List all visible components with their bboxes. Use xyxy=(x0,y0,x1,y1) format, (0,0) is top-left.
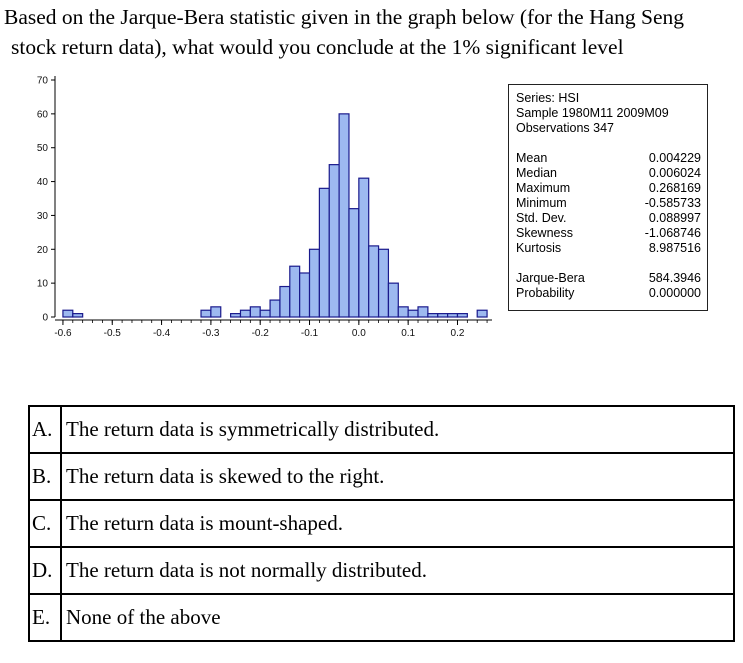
option-text: None of the above xyxy=(61,594,734,641)
y-tick-label: 0 xyxy=(42,312,48,324)
stat-label: Kurtosis xyxy=(516,241,562,255)
stat-value: 0.004229 xyxy=(648,151,701,165)
stat-value: 8.987516 xyxy=(648,241,701,255)
histogram-bar xyxy=(428,314,438,317)
observations-label: Observations 347 xyxy=(516,121,614,135)
histogram-bar xyxy=(448,314,458,317)
option-c[interactable] xyxy=(29,500,734,547)
stat-label: Std. Dev. xyxy=(516,211,567,225)
stat-label: Mean xyxy=(516,151,548,165)
x-tick-label: -0.2 xyxy=(251,328,269,339)
histogram-bar xyxy=(329,165,339,317)
histogram-bar xyxy=(339,114,349,317)
x-tick-label: 0.2 xyxy=(450,328,465,339)
stat-row-std-dev xyxy=(516,211,701,226)
option-key: C. xyxy=(29,500,61,547)
option-text: The return data is symmetrically distributed. xyxy=(61,406,734,453)
normality-test-stats xyxy=(516,271,701,301)
statistics-box xyxy=(508,84,708,311)
stat-value: 0.268169 xyxy=(648,181,701,195)
histogram-bar xyxy=(319,188,329,317)
histogram-bar xyxy=(310,249,320,317)
question-line-2: stock return data), what would you conclude at the 1% significant level xyxy=(11,35,624,59)
stat-label: Jarque-Bera xyxy=(516,271,585,285)
stat-label: Median xyxy=(516,166,557,180)
histogram-bar xyxy=(457,314,467,317)
stat-label: Skewness xyxy=(516,226,573,240)
histogram-bar xyxy=(300,273,310,317)
histogram-bar xyxy=(388,283,398,317)
histogram-bar xyxy=(408,310,418,317)
option-b[interactable] xyxy=(29,453,734,500)
option-key: B. xyxy=(29,453,61,500)
stat-row-probability xyxy=(516,286,701,301)
histogram-bar xyxy=(211,307,221,317)
answer-options-table xyxy=(28,405,735,642)
x-tick-label: -0.6 xyxy=(54,328,72,339)
y-tick-label: 50 xyxy=(36,143,48,155)
histogram-bar xyxy=(290,266,300,317)
stat-label: Probability xyxy=(516,286,575,300)
option-key: A. xyxy=(29,406,61,453)
y-tick-label: 70 xyxy=(36,75,48,87)
histogram-bar xyxy=(369,246,379,317)
option-text: The return data is skewed to the right. xyxy=(61,453,734,500)
stat-row-maximum xyxy=(516,181,701,196)
x-tick-label: -0.3 xyxy=(202,328,220,339)
x-tick-label: -0.4 xyxy=(152,328,171,339)
option-text: The return data is not normally distributed. xyxy=(61,547,734,594)
stat-label: Maximum xyxy=(516,181,571,195)
stat-value: 0.006024 xyxy=(648,166,701,180)
histogram-bar xyxy=(477,310,487,317)
histogram-bar xyxy=(359,178,369,317)
y-tick-label: 10 xyxy=(36,278,48,290)
stat-value: -0.585733 xyxy=(644,196,701,210)
stat-row-jarque-bera xyxy=(516,271,701,286)
stat-row-median xyxy=(516,166,701,181)
option-text: The return data is mount-shaped. xyxy=(61,500,734,547)
sample-label: Sample 1980M11 2009M09 xyxy=(516,106,669,120)
option-e[interactable] xyxy=(29,594,734,641)
x-tick-label: 0.1 xyxy=(401,328,416,339)
option-key: E. xyxy=(29,594,61,641)
y-tick-label: 60 xyxy=(36,109,48,121)
histogram-bar xyxy=(73,314,83,317)
histogram-bar xyxy=(63,310,73,317)
option-a[interactable] xyxy=(29,406,734,453)
histogram-bar xyxy=(201,310,211,317)
option-key: D. xyxy=(29,547,61,594)
question-text xyxy=(4,2,739,62)
histogram-bar xyxy=(418,307,428,317)
histogram-bar xyxy=(260,310,270,317)
histogram-bar xyxy=(240,310,250,317)
descriptive-stats xyxy=(516,151,701,256)
y-tick-label: 30 xyxy=(36,210,48,222)
y-tick-label: 20 xyxy=(36,244,48,256)
histogram-bar xyxy=(398,307,408,317)
histogram-bar xyxy=(379,249,389,317)
histogram-bar xyxy=(280,287,290,317)
series-label: Series: HSI xyxy=(516,91,580,105)
histogram-bar xyxy=(438,314,448,317)
histogram-bar xyxy=(270,300,280,317)
x-tick-label: 0.0 xyxy=(351,328,366,339)
stat-row-kurtosis xyxy=(516,241,701,256)
x-tick-label: -0.1 xyxy=(300,328,319,339)
histogram-bar xyxy=(250,307,260,317)
option-d[interactable] xyxy=(29,547,734,594)
x-tick-label: -0.5 xyxy=(103,328,121,339)
stat-value: 0.088997 xyxy=(648,211,701,225)
stat-row-mean xyxy=(516,151,701,166)
histogram-bar xyxy=(349,209,359,317)
question-line-1: Based on the Jarque-Bera statistic given in the graph below (for the Hang Seng xyxy=(4,5,685,29)
stat-row-minimum xyxy=(516,196,701,211)
stat-value: -1.068746 xyxy=(644,226,701,240)
histogram-bar xyxy=(231,314,241,317)
y-tick-label: 40 xyxy=(36,177,48,189)
stat-value: 0.000000 xyxy=(648,286,701,300)
stat-value: 584.3946 xyxy=(648,271,701,285)
stat-row-skewness xyxy=(516,226,701,241)
stat-label: Minimum xyxy=(516,196,567,210)
histogram-chart xyxy=(0,70,505,345)
